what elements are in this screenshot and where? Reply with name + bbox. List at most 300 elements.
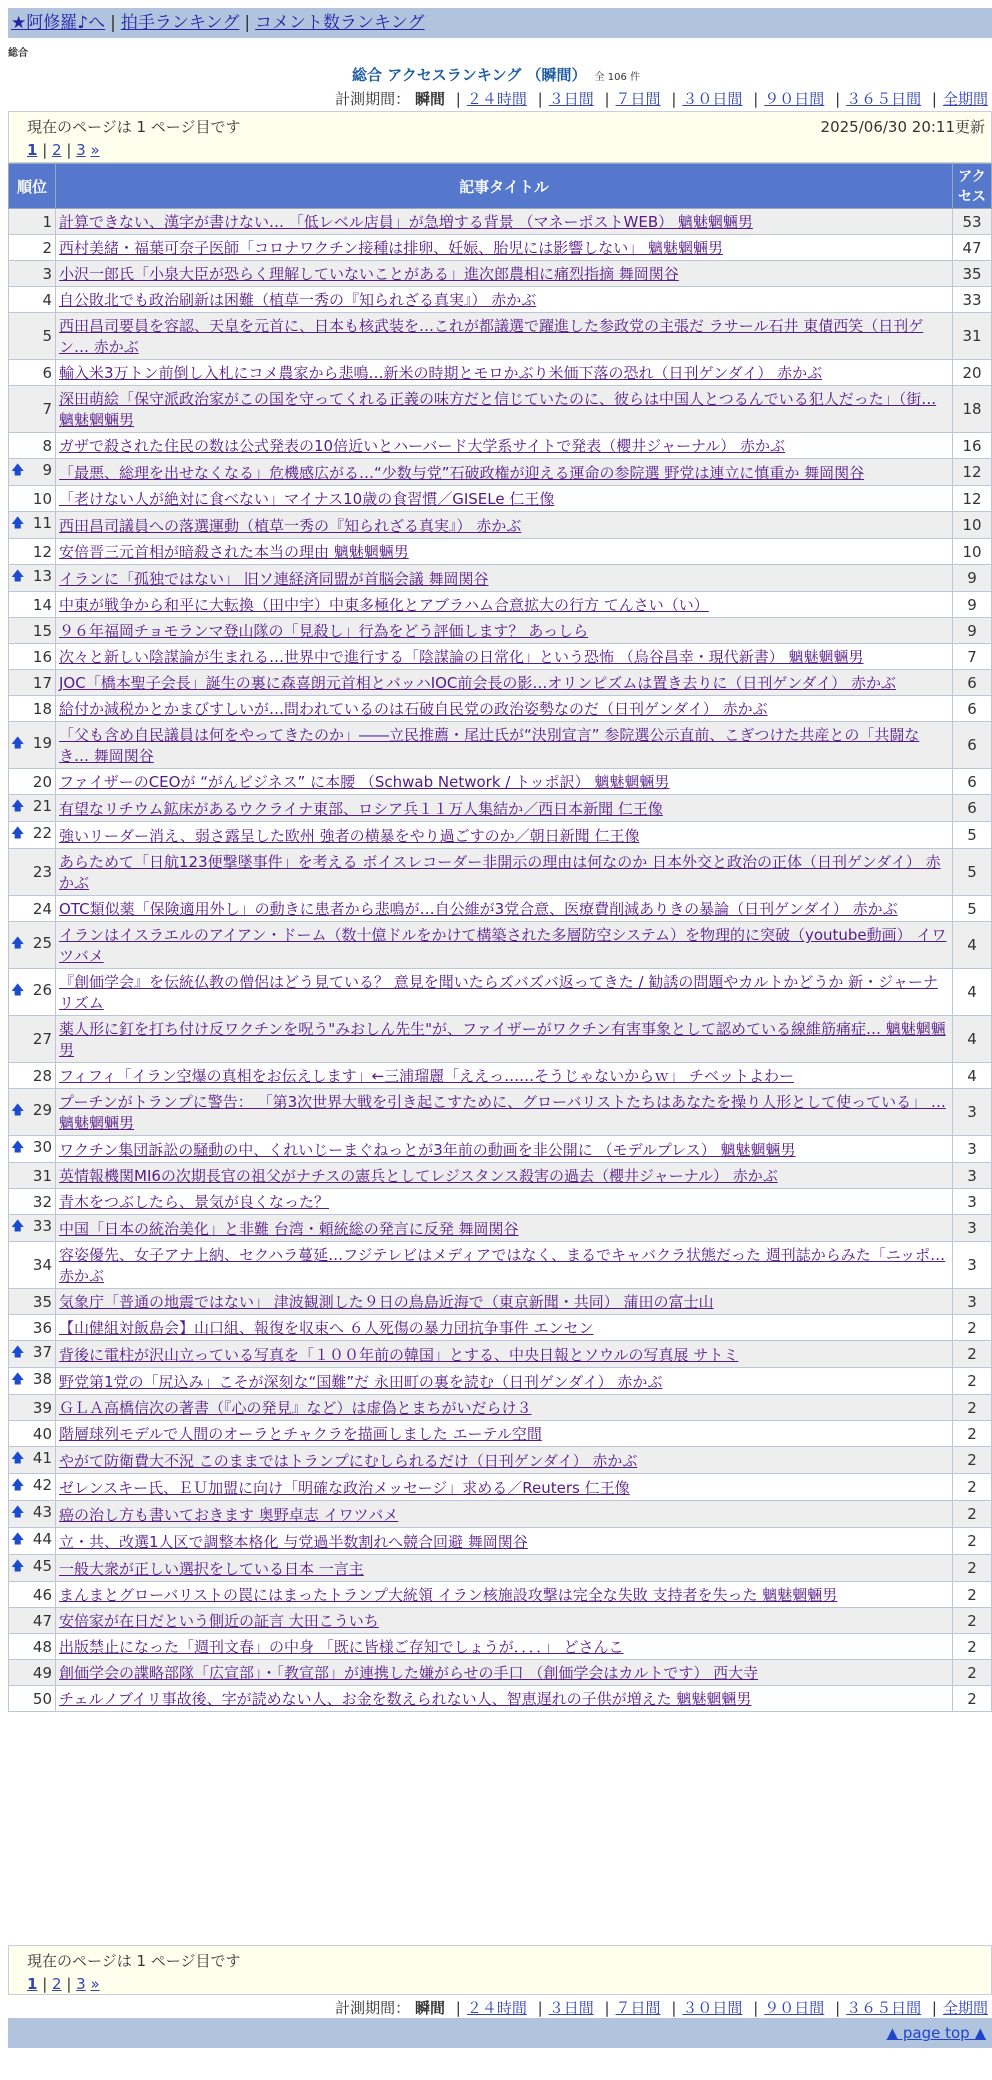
up-arrow-icon: 🡅 [11, 569, 25, 584]
title-cell [56, 1341, 953, 1368]
table-row [9, 922, 992, 969]
period-link-all[interactable]: 全期間 [942, 90, 988, 108]
rank-number: 44 [32, 1530, 52, 1548]
table-row [9, 433, 992, 459]
access-count: 2 [953, 1528, 992, 1555]
article-link[interactable]: 「老けない人が絶対に食べない」マイナス10歳の食習慣／GISELe 仁王像 [59, 490, 555, 508]
table-row [9, 1501, 992, 1528]
rank-cell [9, 849, 56, 896]
nav-separator: | [110, 13, 116, 33]
access-count: 20 [953, 360, 992, 386]
rank-cell [9, 1089, 56, 1136]
rank-cell [9, 1634, 56, 1660]
table-row [9, 644, 992, 670]
article-link[interactable]: ゼレンスキー氏、ＥＵ加盟に向け「明確な政治メッセージ」求める／Reuters 仁王像 [59, 1478, 630, 1497]
article-link[interactable]: 容姿優先、女子アナ上納、セクハラ蔓延…フジテレビはメディアではなく、まるでキャバクラ状態だった 週刊誌からみた「ニッポ… 赤かぶ [59, 1246, 946, 1285]
title-cell [56, 1395, 953, 1421]
article-link[interactable]: ワクチン集団訴訟の騒動の中、くれいじーまぐねっとが3年前の動画を非公開に （モデルプレス） 魑魅魍魎男 [59, 1140, 796, 1159]
table-row [9, 209, 992, 235]
rank-number: 34 [32, 1256, 52, 1274]
rank-cell [9, 896, 56, 922]
article-link[interactable]: 癌の治し方も書いておきます 奥野卓志 イワツバメ [59, 1505, 399, 1524]
article-link[interactable]: ファイザーのCEOが “がんビジネス” に本腰 （Schwab Network / トッポ訳） 魑魅魍魎男 [59, 773, 670, 791]
access-count: 5 [953, 822, 992, 849]
access-count: 4 [953, 969, 992, 1016]
rank-number: 46 [32, 1585, 52, 1604]
table-row [9, 1289, 992, 1315]
title-cell [56, 209, 953, 235]
title-cell [56, 235, 953, 261]
rank-number: 3 [42, 264, 52, 283]
title-cell [56, 822, 953, 849]
rank-cell [9, 922, 56, 969]
rank-number: 9 [42, 461, 52, 479]
access-count: 2 [953, 1501, 992, 1528]
title-cell [56, 1447, 953, 1474]
page-link-3[interactable]: 3 [76, 141, 86, 159]
article-link[interactable]: 創価学会の諜略部隊「広宣部」・「教宣部」が連携した嫌がらせの手口 （創価学会はカルトです） 西大寺 [59, 1664, 759, 1682]
table-row [9, 1016, 992, 1063]
home-link[interactable]: ★阿修羅♪へ [11, 13, 106, 33]
access-count: 10 [953, 512, 992, 539]
title-cell [56, 459, 953, 486]
title-cell [56, 1315, 953, 1341]
rank-number: 7 [42, 400, 52, 418]
access-count: 9 [953, 618, 992, 644]
page-info-top [8, 111, 992, 163]
title-cell [56, 1582, 953, 1608]
article-link[interactable]: 中東が戦争から和平に大転換（田中宇）中東多極化とアブラハム合意拡大の行方 てんさい（い） [59, 596, 709, 614]
article-link[interactable]: 安倍家が在日だという側近の証言 大田こういち [59, 1612, 379, 1630]
access-count: 2 [953, 1368, 992, 1395]
rank-number: 4 [42, 290, 52, 309]
rank-cell [9, 670, 56, 696]
table-row [9, 1089, 992, 1136]
up-arrow-icon: 🡅 [11, 799, 25, 814]
pager-top: 1 | 2 | 3 » [27, 141, 100, 159]
up-arrow-icon: 🡅 [11, 826, 25, 841]
article-link[interactable]: 西村美緒・福葉可奈子医師「コロナワクチン接種は排卵、妊娠、胎児には影響しない」 魑魅魍魎男 [59, 239, 724, 257]
rank-number: 40 [32, 1424, 52, 1443]
period-link-3d[interactable]: ３日間 [548, 1999, 594, 2017]
access-count: 18 [953, 386, 992, 433]
table-header-row [9, 164, 992, 209]
access-count: 2 [953, 1447, 992, 1474]
rank-cell [9, 969, 56, 1016]
access-count: 5 [953, 896, 992, 922]
rank-cell [9, 696, 56, 722]
rank-cell [9, 261, 56, 287]
table-row [9, 1063, 992, 1089]
rank-cell [9, 433, 56, 459]
rank-number: 19 [32, 734, 52, 752]
rank-cell [9, 1474, 56, 1501]
rank-cell [9, 235, 56, 261]
rank-cell [9, 1395, 56, 1421]
period-current: 瞬間 [414, 1999, 445, 2017]
article-link[interactable]: JOC「橋本聖子会長」誕生の裏に森喜朗元首相とバッハIOC前会長の影…オリンピズムは置き去りに（日刊ゲンダイ） 赤かぶ [59, 674, 896, 692]
article-link[interactable]: 背後に電柱が沢山立っている写真を「１００年前の韓国」とする、中央日報とソウルの写真展 サトミ [59, 1345, 739, 1364]
ranking-table [8, 163, 992, 1712]
article-link[interactable]: ＧＬＡ高橋信次の著書（『心の発見』など）は虚偽とまちがいだらけ３ [59, 1399, 532, 1417]
rank-number: 49 [32, 1663, 52, 1682]
rank-number: 18 [32, 699, 52, 718]
access-count: 53 [953, 209, 992, 235]
rank-number: 39 [32, 1398, 52, 1417]
up-arrow-icon: 🡅 [11, 1559, 25, 1574]
table-row [9, 1421, 992, 1447]
title-cell [56, 486, 953, 512]
title-cell [56, 696, 953, 722]
table-row [9, 670, 992, 696]
page-link-2-bottom[interactable]: 2 [52, 1975, 62, 1993]
rank-number: 15 [32, 621, 52, 640]
table-row [9, 722, 992, 769]
rank-number: 35 [32, 1292, 52, 1311]
access-count: 2 [953, 1634, 992, 1660]
access-count: 2 [953, 1608, 992, 1634]
article-link[interactable]: チェルノブイリ事故後、字が読めない人、お金を数えられない人、智恵遅れの子供が増えた 魑魅魍魎男 [59, 1690, 752, 1708]
up-arrow-icon: 🡅 [11, 1372, 25, 1387]
current-page-text-bottom: 現在のページは 1 ページ目です [27, 1952, 241, 1970]
title-cell [56, 1660, 953, 1686]
article-link[interactable]: 給付か減税かとかまびすしいが…問われているのは石破自民党の政治姿勢なのだ（日刊ゲンダイ） 赤かぶ [59, 700, 768, 718]
article-link[interactable]: イランはイスラエルのアイアン・ドーム（数十億ドルをかけて構築された多層防空システム）を物理的に突破（youtube動画） イワツバメ [59, 926, 947, 965]
period-link-7d[interactable]: ７日間 [615, 1999, 661, 2017]
access-count: 6 [953, 722, 992, 769]
article-link[interactable]: 自公敗北でも政治刷新は困難（植草一秀の『知られざる真実』） 赤かぶ [59, 291, 537, 309]
table-row [9, 1341, 992, 1368]
ranking-body [9, 209, 992, 1712]
access-count: 2 [953, 1315, 992, 1341]
rank-number: 42 [32, 1476, 52, 1494]
table-row [9, 565, 992, 592]
title-cell [56, 313, 953, 360]
rank-number: 1 [42, 212, 52, 231]
category-label: 総合 [8, 48, 28, 59]
rank-cell [9, 1555, 56, 1582]
rank-cell [9, 1063, 56, 1089]
comment-ranking-link[interactable]: コメント数ランキング [255, 13, 425, 33]
header-access: アクセス [953, 164, 992, 209]
period-link-all[interactable]: 全期間 [942, 1999, 988, 2017]
access-count: 33 [953, 287, 992, 313]
table-row [9, 386, 992, 433]
table-row [9, 261, 992, 287]
title-cell [56, 1242, 953, 1289]
article-link[interactable]: 「最悪、総理を出せなくなる」危機感広がる…“少数与党”石破政権が迎える運命の参院選 野党は連立に慎重か 舞岡関谷 [59, 463, 865, 482]
title-text: 総合 アクセスランキング （瞬間） [352, 66, 587, 84]
up-arrow-icon: 🡅 [11, 1478, 25, 1493]
access-count: 10 [953, 539, 992, 565]
up-arrow-icon: 🡅 [11, 1219, 25, 1234]
rank-number: 11 [32, 514, 52, 532]
title-cell [56, 1163, 953, 1189]
page-link-3-bottom[interactable]: 3 [76, 1975, 86, 1993]
period-link-365d[interactable]: ３６５日間 [846, 1999, 922, 2017]
article-link[interactable]: 一般大衆が正しい選択をしている日本 一言主 [59, 1559, 364, 1578]
period-link-7d[interactable]: ７日間 [615, 90, 661, 108]
rank-cell [9, 512, 56, 539]
title-cell [56, 722, 953, 769]
table-row [9, 1189, 992, 1215]
period-link-24h[interactable]: ２４時間 [466, 1999, 527, 2017]
rank-cell [9, 1163, 56, 1189]
table-row [9, 1474, 992, 1501]
up-arrow-icon: 🡅 [11, 1505, 25, 1520]
table-row [9, 618, 992, 644]
title-cell [56, 565, 953, 592]
access-count: 2 [953, 1555, 992, 1582]
article-link[interactable]: 計算できない、漢字が書けない… 「低レベル店員」が急増する背景 （マネーポストWEB） 魑魅魍魎男 [59, 213, 753, 231]
table-row [9, 1315, 992, 1341]
article-link[interactable]: 英情報機関MI6の次期長官の祖父がナチスの憲兵としてレジスタンス殺害の過去（櫻井ジャーナル） 赤かぶ [59, 1167, 778, 1185]
rank-cell [9, 360, 56, 386]
table-row [9, 769, 992, 795]
article-link[interactable]: 立・共、改選1人区で調整本格化 与党過半数割れへ競合回避 舞岡関谷 [59, 1532, 528, 1551]
title-cell [56, 670, 953, 696]
article-link[interactable]: 深田萌絵「保守派政治家がこの国を守ってくれる正義の味方だと信じていたのに、彼らは中国人とつるんでいる犯人だった」（街… 魑魅魍魎男 [59, 390, 937, 429]
period-link-365d[interactable]: ３６５日間 [846, 90, 922, 108]
page-link-1[interactable]: 1 [27, 141, 38, 159]
rank-cell [9, 1189, 56, 1215]
access-count: 6 [953, 795, 992, 822]
up-arrow-icon: 🡅 [11, 983, 25, 998]
access-count: 3 [953, 1136, 992, 1163]
article-link[interactable]: 「父も含め自民議員は何をやってきたのか」――立民推薦・尾辻氏が“決別宣言” 参院選公示直前、こぎつけた共産との「共闘なき… 舞岡関谷 [59, 726, 920, 765]
rank-cell [9, 209, 56, 235]
article-link[interactable]: プーチンがトランプに警告： 「第3次世界大戦を引き起こすために、グローバリストたちはあなたを操り人形として使っている」 … 魑魅魍魎男 [59, 1093, 946, 1132]
title-cell [56, 922, 953, 969]
table-row [9, 822, 992, 849]
article-link[interactable]: 輸入米3万トン前倒し入札にコメ農家から悲鳴…新米の時期とモロかぶり米価下落の恐れ（日刊ゲンダイ） 赤かぶ [59, 364, 823, 382]
rank-number: 31 [32, 1166, 52, 1185]
access-count: 4 [953, 1016, 992, 1063]
article-link[interactable]: フィフィ「イラン空爆の真相をお伝えします」←三浦瑠麗「ええっ……そうじゃないからｗ」 チベットよわー [59, 1067, 794, 1085]
period-current: 瞬間 [414, 90, 445, 108]
access-count: 6 [953, 769, 992, 795]
rank-number: 28 [32, 1066, 52, 1085]
table-row [9, 1634, 992, 1660]
article-link[interactable]: やがて防衛費大不況 このままではトランプにむしられるだけ（日刊ゲンダイ） 赤かぶ [59, 1451, 638, 1470]
rank-cell [9, 1242, 56, 1289]
access-count: 16 [953, 433, 992, 459]
up-arrow-icon: 🡅 [11, 516, 25, 531]
table-row [9, 512, 992, 539]
up-arrow-icon: 🡅 [11, 936, 25, 951]
rank-number: 43 [32, 1503, 52, 1521]
title-cell [56, 849, 953, 896]
access-count: 31 [953, 313, 992, 360]
title-cell [56, 896, 953, 922]
table-row [9, 969, 992, 1016]
table-row [9, 1163, 992, 1189]
rank-cell [9, 1421, 56, 1447]
article-link[interactable]: 野党第1党の「尻込み」こそが深刻な“国難”だ 永田町の裏を読む（日刊ゲンダイ） 赤かぶ [59, 1372, 663, 1391]
rank-cell [9, 1660, 56, 1686]
article-link[interactable]: 有望なリチウム鉱床があるウクライナ東部、ロシア兵１１万人集結か／西日本新聞 仁王像 [59, 799, 663, 818]
rank-number: 12 [32, 542, 52, 561]
title-cell [56, 969, 953, 1016]
pager-bottom: 1 | 2 | 3 » [27, 1975, 100, 1993]
table-row [9, 696, 992, 722]
article-link[interactable]: イランに「孤独ではない」 旧ソ連経済同盟が首脳会議 舞岡関谷 [59, 569, 489, 588]
access-count: 4 [953, 922, 992, 969]
period-link-24h[interactable]: ２４時間 [466, 90, 527, 108]
access-count: 12 [953, 459, 992, 486]
rank-cell [9, 459, 56, 486]
rank-number: 45 [32, 1557, 52, 1575]
title-cell [56, 1136, 953, 1163]
access-count: 2 [953, 1582, 992, 1608]
clap-ranking-link[interactable]: 拍手ランキング [120, 13, 240, 33]
period-link-30d[interactable]: ３０日間 [682, 90, 743, 108]
up-arrow-icon: 🡅 [11, 1451, 25, 1466]
title-cell [56, 261, 953, 287]
next-page-link[interactable]: » [90, 141, 100, 159]
article-link[interactable]: 安倍晋三元首相が暗殺された本当の理由 魑魅魍魎男 [59, 543, 409, 561]
title-cell [56, 644, 953, 670]
access-count: 2 [953, 1474, 992, 1501]
rank-cell [9, 822, 56, 849]
access-count: 7 [953, 644, 992, 670]
rank-number: 38 [32, 1370, 52, 1388]
rank-cell [9, 287, 56, 313]
rank-cell [9, 1501, 56, 1528]
page-top-link[interactable]: ▲ page top ▲ [886, 2024, 986, 2042]
article-link[interactable]: 中国「日本の統治美化」と非難 台湾・頼統総の発言に反発 舞岡関谷 [59, 1219, 519, 1238]
rank-cell [9, 386, 56, 433]
access-count: 47 [953, 235, 992, 261]
rank-number: 29 [32, 1101, 52, 1119]
table-row [9, 1447, 992, 1474]
table-row [9, 1242, 992, 1289]
article-link[interactable]: 気象庁「普通の地震ではない」 津波観測した９日の鳥島近海で（東京新聞・共同） 蒲田の富士山 [59, 1293, 714, 1311]
title-cell [56, 1686, 953, 1712]
title-cell [56, 512, 953, 539]
article-link[interactable]: 青木をつぶしたら、景気が良くなった？ [59, 1193, 330, 1211]
access-count: 3 [953, 1163, 992, 1189]
title-cell [56, 433, 953, 459]
rank-number: 48 [32, 1637, 52, 1656]
period-label: 計測期間： [335, 90, 411, 108]
article-link[interactable]: 『創価学会』を伝統仏教の僧侶はどう見ている？ 意見を聞いたらズバズバ返ってきた / 勧誘の問題やカルトかどうか 新・ジャーナリズム [59, 973, 938, 1012]
table-row [9, 360, 992, 386]
rank-cell [9, 565, 56, 592]
article-link[interactable]: 【山健組対飯島会】山口組、報復を収束へ ６人死傷の暴力団抗争事件 エンセン [59, 1319, 594, 1337]
rank-cell [9, 644, 56, 670]
current-page-text: 現在のページは 1 ページ目です [27, 118, 241, 136]
rank-cell [9, 1447, 56, 1474]
rank-number: 6 [42, 363, 52, 382]
table-row [9, 896, 992, 922]
rank-number: 33 [32, 1217, 52, 1235]
table-row [9, 1555, 992, 1582]
rank-number: 14 [32, 595, 52, 614]
rank-number: 16 [32, 647, 52, 666]
rank-number: 47 [32, 1611, 52, 1630]
rank-number: 10 [32, 489, 52, 508]
rank-cell [9, 539, 56, 565]
period-selector-bottom: 計測期間： 瞬間 | ２４時間 | ３日間 | ７日間 | ３０日間 | ９０日間 | ３６５日間 | 全期間 [335, 1999, 988, 2017]
title-cell [56, 1528, 953, 1555]
access-count: 3 [953, 1289, 992, 1315]
rank-cell [9, 313, 56, 360]
rank-number: 23 [32, 863, 52, 881]
article-link[interactable]: ガザで殺された住民の数は公式発表の10倍近いとハーバード大学系サイトで発表（櫻井ジャーナル） 赤かぶ [59, 437, 786, 455]
rank-number: 37 [32, 1343, 52, 1361]
page-link-1-bottom[interactable]: 1 [27, 1975, 38, 1993]
article-link[interactable]: 階層球列モデルで人間のオーラとチャクラを描画しました エーテル空間 [59, 1425, 542, 1443]
article-link[interactable]: OTC類似薬「保険適用外し」の動きに患者から悲鳴が…自公維が3党合意、医療費削減ありきの暴論（日刊ゲンダイ） 赤かぶ [59, 900, 898, 918]
table-row [9, 287, 992, 313]
top-nav-bar [8, 8, 992, 38]
period-link-30d[interactable]: ３０日間 [682, 1999, 743, 2017]
rank-cell [9, 1289, 56, 1315]
title-cell [56, 769, 953, 795]
title-cell [56, 287, 953, 313]
access-count: 5 [953, 849, 992, 896]
rank-number: 22 [32, 824, 52, 842]
rank-number: 26 [32, 981, 52, 999]
access-count: 2 [953, 1421, 992, 1447]
access-count: 12 [953, 486, 992, 512]
article-link[interactable]: まんまとグローバリストの罠にはまったトランプ大統領 イラン核施設攻撃は完全な失敗 支持者を失った 魑魅魍魎男 [59, 1586, 838, 1604]
access-count: 3 [953, 1242, 992, 1289]
title-cell [56, 1189, 953, 1215]
period-link-3d[interactable]: ３日間 [548, 90, 594, 108]
access-count: 2 [953, 1686, 992, 1712]
period-link-90d[interactable]: ９０日間 [764, 1999, 825, 2017]
access-count: 2 [953, 1660, 992, 1686]
article-link[interactable]: 出版禁止になった「週刊文春」の中身 「既に皆様ご存知でしょうが．．．．」 どさんこ [59, 1638, 624, 1656]
rank-number: 21 [32, 797, 52, 815]
title-cell [56, 539, 953, 565]
table-row [9, 1686, 992, 1712]
article-link[interactable]: 西田昌司要員を容認、天皇を元首に、日本も核武装を…これが都議選で躍進した参政党の主張だ ラサール石井 東債西笑（日刊ゲン… 赤かぶ [59, 317, 924, 356]
header-rank: 順位 [9, 164, 56, 209]
title-cell [56, 1368, 953, 1395]
table-row [9, 235, 992, 261]
rank-cell [9, 486, 56, 512]
title-cell [56, 618, 953, 644]
rank-cell [9, 1215, 56, 1242]
page-link-2[interactable]: 2 [52, 141, 62, 159]
table-row [9, 1608, 992, 1634]
rank-cell [9, 1136, 56, 1163]
page-title [0, 64, 992, 85]
title-cell [56, 386, 953, 433]
next-page-link-bottom[interactable]: » [90, 1975, 100, 1993]
access-count: 35 [953, 261, 992, 287]
article-link[interactable]: あらためて「日航123便撃墜事件」を考える ボイスレコーダー非開示の理由は何なのか 日本外交と政治の正体（日刊ゲンダイ） 赤かぶ [59, 853, 941, 892]
article-link[interactable]: ９６年福岡チョモランマ登山隊の「見殺し」行為をどう評価します？ あっしら [59, 622, 589, 640]
period-link-90d[interactable]: ９０日間 [764, 90, 825, 108]
access-count: 3 [953, 1089, 992, 1136]
rank-number: 2 [42, 238, 52, 257]
rank-cell [9, 722, 56, 769]
article-link[interactable]: 西田昌司議員への落選運動（植草一秀の『知られざる真実』） 赤かぶ [59, 516, 522, 535]
title-cell [56, 1608, 953, 1634]
period-label: 計測期間： [335, 1999, 411, 2017]
article-link[interactable]: 強いリーダー消え、弱さ露呈した欧州 強者の横暴をやり過ごすのか／朝日新聞 仁王像 [59, 826, 640, 845]
article-link[interactable]: 薬人形に釘を打ち付け反ワクチンを呪う"みおしん先生"が、ファイザーがワクチン有害事象として認めている線維筋痛症… 魑魅魍魎男 [59, 1020, 946, 1059]
access-count: 9 [953, 565, 992, 592]
article-link[interactable]: 小沢一郎氏「小泉大臣が恐らく理解していないことがある」進次郎農相に痛烈指摘 舞岡関谷 [59, 265, 679, 283]
article-link[interactable]: 次々と新しい陰謀論が生まれる…世界中で進行する「陰謀論の日常化」という恐怖 （烏谷昌幸・現代新書） 魑魅魍魎男 [59, 648, 864, 666]
table-row [9, 795, 992, 822]
rank-number: 13 [32, 567, 52, 585]
